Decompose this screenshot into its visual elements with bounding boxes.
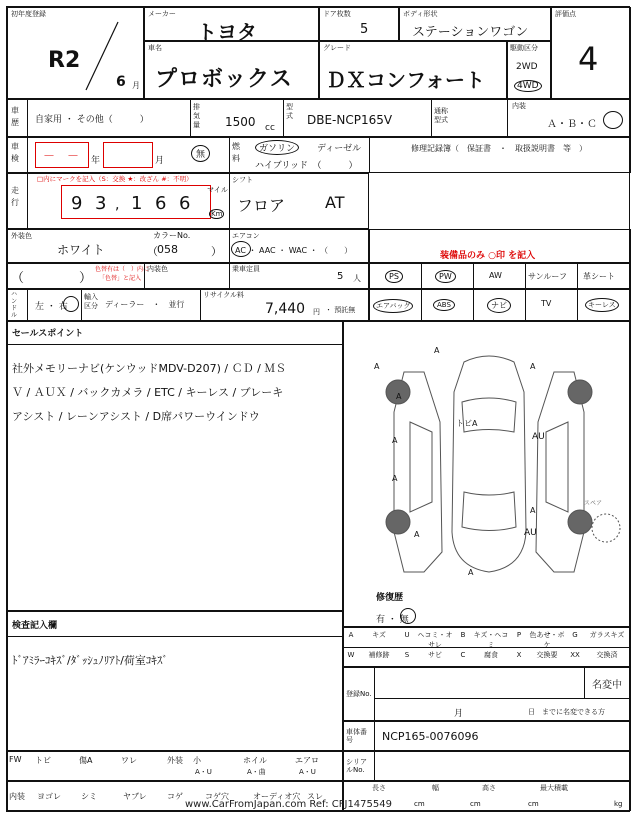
body-value: ステーションワゴン [412, 25, 529, 40]
body-box [399, 7, 551, 41]
ac-value: AC ・ AAC ・ WAC ・ （ ） [235, 246, 353, 255]
mark-4: A [396, 392, 402, 401]
bottom-row2-cell: スレ [307, 792, 323, 801]
inspect-dash: － － [43, 149, 80, 163]
legend-row2-cell: 交換要 [536, 651, 558, 659]
watermark: www.CarFromJapan.com Ref: CFJ1475549 [185, 799, 392, 810]
interior-color-label: 内装色 [147, 265, 168, 273]
grade-box [319, 41, 507, 99]
odo-digit-2: 3 [95, 193, 107, 214]
first-registration-box [7, 7, 144, 99]
inspect-month-unit: 月 [155, 156, 165, 166]
color-no-label: カラーNo. [153, 231, 191, 240]
displacement-value: 1500 [225, 115, 256, 129]
bottom-row1-cell: FW [9, 755, 22, 764]
serial-label: シリアルNo. [346, 758, 367, 774]
maker-label: メーカー [148, 10, 176, 18]
bottom-row1-cell: 小 [193, 756, 201, 765]
inspector-box [7, 611, 343, 751]
equip-title-box [369, 229, 631, 263]
weight-label: 最大積載 [540, 784, 568, 792]
legend-row1-cell: P [516, 631, 522, 639]
sales-line-1: 社外メモリーナビ(ケンウッドMDV-D207) / ＣＤ / ＭＳ [12, 362, 287, 375]
chassis-value: NCP165-0076096 [382, 730, 479, 743]
drive-2wd: 2WD [516, 62, 538, 72]
chassis-label: 車体番号 [346, 728, 367, 744]
repaint-note-2: 「色替」と記入 [99, 275, 142, 282]
recycle-value: 7,440 [265, 301, 306, 317]
odo-comma: , [115, 197, 120, 213]
bottom-row2-cell: オーディオ穴 [253, 792, 301, 801]
legend-row1-cell: 色あせ・ボケ [529, 631, 565, 649]
sales-title: セールスポイント [12, 329, 84, 339]
length-label: 長さ [372, 784, 386, 792]
displacement-label: 排気量 [193, 103, 200, 129]
shift-value: フロア [237, 196, 286, 215]
legend-row2-cell: S [404, 651, 410, 659]
legend-row1-cell: G [572, 631, 578, 639]
fuel-gasoline: ガソリン [255, 140, 299, 155]
ac-label: エアコン [232, 232, 260, 240]
recycle-label: リサイクル料 [203, 291, 245, 299]
inspector-note: ﾄﾞｱﾐﾗｰｺｷｽﾞ/ﾀﾞｯｼｭﾉﾘｱﾄ/荷室ｺｷｽﾞ [12, 654, 168, 667]
repaint-note-1: 色替有は（ ）内に [95, 266, 150, 273]
usage-value: 自家用 ・ その他（ ） [35, 115, 149, 125]
bottom-row1-cell: ホイル [243, 756, 267, 765]
bottom-row1-sub: A・U [195, 768, 212, 776]
damage-diagram-box [343, 321, 631, 627]
legend-row2-cell: XX [570, 651, 580, 659]
mark-tobi: トビA [456, 419, 478, 428]
reg-day-note: 日 までに名変できる方 [528, 708, 605, 716]
bottom-row1-cell: 傷A [79, 756, 93, 765]
length-unit: cm [414, 800, 425, 808]
import-value: ディーラー ・ 並行 [105, 300, 185, 309]
bottom-row2-cell: 内装 [9, 792, 25, 801]
doors-label: ドア枚数 [323, 10, 351, 18]
legend-row1-cell: キズ [372, 631, 386, 639]
bottom-row1-cell: 外装 [167, 756, 183, 765]
legend-row1-cell: U [404, 631, 410, 639]
legend-row2-cell: C [460, 651, 466, 659]
equip-aw: AW [489, 271, 502, 280]
equip-pw: PW [435, 270, 456, 283]
equip-keyless: キーレス [585, 298, 619, 312]
recycle-unit: 円 [313, 308, 320, 316]
interior-label: 内装 [512, 102, 526, 110]
score-value: 4 [578, 40, 599, 78]
repair-none-circle [400, 608, 416, 624]
name-change: 名変中 [592, 680, 622, 691]
doors-box [319, 7, 399, 41]
mark-5: A [392, 436, 398, 445]
car-diagram-svg [354, 332, 624, 594]
legend-row2-cell: W [347, 651, 355, 659]
legend-row2-cell: 補修跡 [368, 651, 390, 659]
registration-box [343, 667, 631, 721]
odo-digit-1: 9 [71, 193, 83, 214]
capacity-label: 乗車定員 [232, 265, 260, 273]
legend-row2-cell: X [516, 651, 522, 659]
inspect-label: 車検 [11, 142, 19, 163]
equip-airbag: エアバッグ [373, 299, 413, 313]
mark-au-2: AU [524, 528, 537, 538]
repair-title: 修復歴 [376, 593, 404, 603]
month-unit: 月 [132, 81, 140, 90]
mark-2: A [374, 362, 380, 371]
mileage-label: 走行 [11, 186, 19, 207]
color-label: 外装色 [11, 232, 32, 240]
drive-4wd: 4WD [514, 80, 542, 92]
reg-no-label: 登録No. [346, 690, 372, 698]
bottom-row2-cell: ヤブレ [123, 792, 147, 801]
height-unit: cm [528, 800, 539, 808]
height-label: 高さ [482, 784, 496, 792]
legend-row1-cell: A [348, 631, 354, 639]
fuel-label: 燃料 [232, 142, 240, 163]
handle-label: ハンドル [11, 291, 18, 319]
odo-digit-3: 1 [131, 193, 143, 214]
mileage-unit: マイル [207, 186, 228, 194]
width-unit: cm [470, 800, 481, 808]
equip-leather: 革シート [583, 272, 615, 281]
mark-8: A [530, 506, 536, 515]
equip-ps: PS [385, 270, 403, 283]
doors-value: 5 [360, 22, 369, 37]
odo-digit-4: 6 [155, 193, 167, 214]
shift-label: シフト [232, 176, 253, 184]
equip-navi: ナビ [487, 298, 511, 313]
bottom-row1-cell: トビ [35, 756, 51, 765]
legend-row1-cell: B [460, 631, 466, 639]
interior-c-circle [603, 111, 623, 129]
bottom-row1-cell: エアロ [295, 756, 319, 765]
trans-value: AT [325, 193, 345, 212]
equip-title: 装備品のみ ○印 を記入 [440, 251, 536, 261]
capacity-value: 5 [337, 271, 344, 282]
spare-label: スペア [584, 500, 603, 507]
bottom-row1-cell: ワレ [121, 756, 137, 765]
inspector-title: 検査記入欄 [12, 621, 58, 631]
mark-6: A [392, 474, 398, 483]
mark-9: A [468, 568, 474, 577]
model-value: DBE-NCP165V [307, 113, 393, 127]
bottom-row2-cell: コゲ穴 [205, 792, 229, 801]
handle-right-circle [63, 296, 79, 312]
bottom-row1-sub: A・U [299, 768, 316, 776]
mileage-km: Km [211, 210, 223, 218]
grade-label: グレード [323, 44, 351, 52]
repair-value: 有 ・ 無 [376, 615, 409, 625]
reg-month: 6 [116, 74, 126, 90]
interior-grades: Ａ・Ｂ・Ｃ [547, 119, 597, 130]
inspect-year-unit: 年 [91, 156, 101, 166]
drive-box [507, 41, 551, 99]
cert-label: 通称型式 [434, 107, 448, 124]
bottom-row2-cell: コゲ [167, 792, 183, 801]
capacity-unit: 人 [353, 274, 361, 283]
bottom-row1-sub: A・曲 [247, 768, 266, 776]
first-reg-label: 初年度登録 [11, 10, 46, 18]
equip-tv: TV [541, 299, 552, 308]
width-label: 幅 [432, 784, 439, 792]
body-label: ボディ形状 [403, 10, 438, 18]
bottom-row2-cell: シミ [81, 792, 97, 801]
seats-row [7, 263, 369, 289]
drive-label: 駆動区分 [510, 44, 538, 52]
odo-digit-5: 6 [179, 193, 191, 214]
warranty-text: 修理記録簿（ 保証書 ・ 取扱説明書 等 ） [411, 144, 587, 153]
mark-1: A [434, 346, 440, 355]
serial-box [343, 751, 631, 781]
score-label: 評価点 [555, 10, 576, 18]
mileage-note: □内にマークを記入（S：交換 ★：改ざん #：不明） [37, 175, 193, 183]
chassis-box [343, 721, 631, 751]
legend-row2-cell: 腐食 [484, 651, 498, 659]
legend-row1-cell: ガラスキズ [589, 631, 625, 639]
car-name-value: プロボックス [155, 67, 293, 92]
model-label: 型式 [286, 103, 293, 120]
color-no-value: 058 [157, 243, 178, 256]
weight-unit: kg [614, 800, 623, 808]
bottom-row2-cell: ヨゴレ [37, 792, 61, 801]
mark-au-1: AU [532, 432, 545, 442]
handle-value: 左 ・ 右 [35, 302, 68, 312]
recycle-deposit: ・ 預託無 [325, 306, 356, 314]
sales-line-2: Ｖ / ＡＵＸ / バックカメラ / ETC / キーレス / ブレーキ [12, 386, 284, 399]
fuel-diesel: ディーゼル [317, 144, 362, 154]
score-box [551, 7, 631, 99]
legend-row1-cell: キズ・ヘコミ [473, 631, 509, 649]
reg-year: R2 [48, 48, 81, 73]
legend-row2-cell: サビ [428, 651, 442, 659]
equip-sunroof: サンルーフ [528, 272, 567, 281]
maker-value: トヨタ [197, 20, 257, 44]
inspect-month-box [103, 142, 153, 168]
displacement-unit: cc [265, 123, 275, 133]
legend-row1-cell: ヘコミ・オサレ [417, 631, 453, 649]
sales-points-box [7, 321, 343, 611]
color-value: ホワイト [57, 243, 105, 257]
car-name-label: 車名 [148, 44, 162, 52]
fuel-hybrid: ハイブリッド （ ） [255, 161, 358, 171]
mark-3: A [530, 362, 536, 371]
history-label: 車歴 [11, 106, 19, 127]
auction-sheet: 初年度登録 R2 6 月 メーカー トヨタ ドア枚数 5 ボディ形状 ステーションワゴン 評価点 4 車名 プロボックス グレード ＤＸコンフォート 駆動区分 2WD 4WD 車歴 自家用 ・ その他（ ） 排気量 1500 cc 型式 DBE-NCP165V 通称型式 内装 Ａ・Ｂ・Ｃ 車検 － － 年 月 無 燃料 ガソリン ディーゼル ハイブリッド （ ） 修理記録簿（ 保証書 ・ 取扱説明書 等 ） 走行 □内にマークを記入（S：交換 ★：改ざん #：不明） 9 3 , 1 6 6 マイル Km シフト フロア AT 外装色 ホワイト カラーNo. 058 （ ） エアコン AC ・ AAC ・ WAC ・ （ ） 装備品のみ ○印 を記入 （ ） 色替有は（ ）内に 「色替」と記入 内装色 乗車定員 5 人 PS PW AW サンルーフ 革シート ハンドル 左 ・ 右 輸入区分 ディーラー ・ 並行 リサイクル料 7,440 円 ・ 預託無 エアバッグ ABS ナビ TV キーレス セールスポイント 社外メモリーナビ(ケンウッドMDV-D207) / ＣＤ / ＭＳ Ｖ / ＡＵＸ / バックカメラ / ETC / キーレス / ブレーキ アシスト / レーンアシスト / D席パワーウインドウ A A A A トビA AU A A AU A A A スペア 修復歴 有 ・ 無 検査記入欄 ﾄﾞｱﾐﾗｰｺｷｽﾞ/ﾀﾞｯｼｭﾉﾘｱﾄ/荷室ｺｷｽﾞ 登録No. 名変中 月 日 までに名変できる方 車体番号 NCP165-0076096 シリアルNo. 長さ 幅 高さ 最大積載 cm cm cm kg www.CarFromJapan.com Ref: CFJ1475549 A キズ U ヘコミ・オサレ B キズ・ヘコミ P 色あせ・ボケ G ガラスキズ W 補修跡 S サビ C 腐食 X 交換要 XX 交換済 FW トビ 傷A ワレ 外装 小 ホイル エアロ A・U A・曲 A・U 内装 ヨゴレ シミ ヤブレ コゲ コゲ穴 オーディオ穴 スレ [6, 6, 630, 812]
legend-row2-cell: 交換済 [596, 651, 618, 659]
maker-box [144, 7, 319, 44]
reg-month: 月 [454, 709, 464, 719]
inspect-none: 無 [191, 145, 210, 162]
import-label: 輸入区分 [84, 293, 98, 310]
grade-value: ＤＸコンフォート [326, 68, 485, 92]
equip-abs: ABS [433, 299, 455, 311]
ac-circle [231, 241, 251, 257]
car-name-box [144, 41, 319, 99]
sales-line-3: アシスト / レーンアシスト / D席パワーウインドウ [12, 410, 260, 423]
mark-7: A [414, 530, 420, 539]
